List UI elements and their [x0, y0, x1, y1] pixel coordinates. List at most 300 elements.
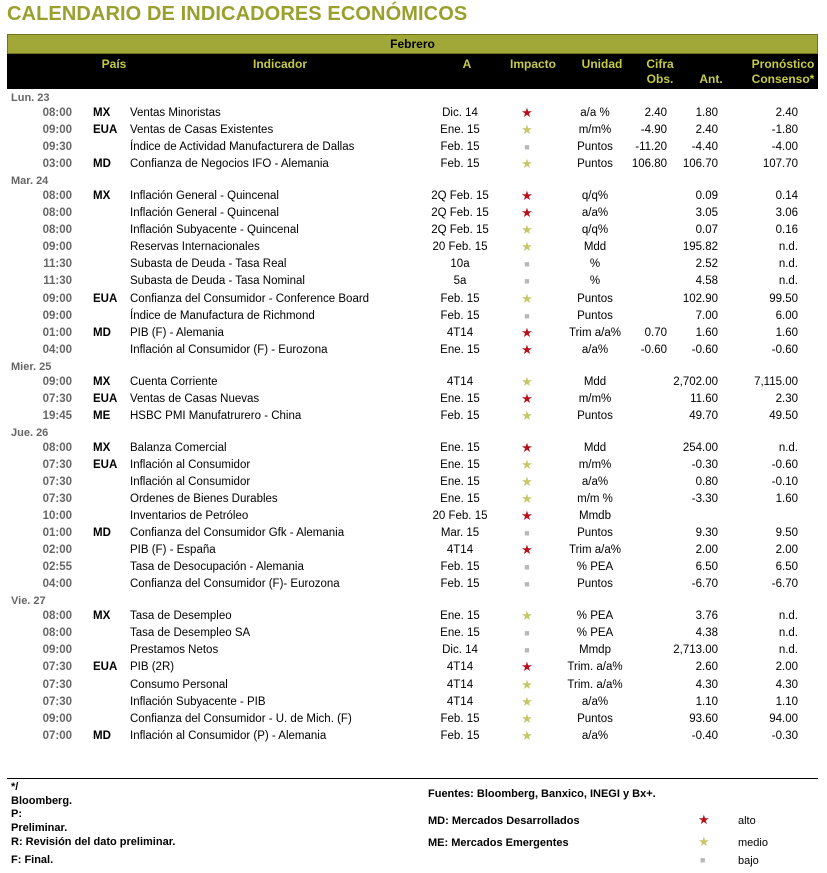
star-icon: ★	[521, 693, 533, 709]
cell-a: Ene. 15	[440, 610, 480, 623]
month-bar	[7, 34, 818, 54]
cell-a: Ene. 15	[440, 392, 480, 405]
fuentes: Fuentes: Bloomberg, Banxico, INEGI y Bx+.	[428, 788, 656, 800]
cell-pro: 0.16	[775, 224, 798, 237]
note-revision: R: Revisión del dato preliminar.	[11, 836, 176, 848]
cell-ant: 2.60	[695, 661, 718, 674]
cell-a: Ene. 15	[440, 124, 480, 137]
cell-ind: Inflación Subyacente - PIB	[130, 695, 266, 708]
cell-a: 2Q Feb. 15	[431, 207, 489, 220]
cell-uni: % PEA	[576, 627, 614, 640]
cell-ant: 2,713.00	[673, 644, 718, 657]
cell-ant: 49.70	[689, 409, 718, 422]
cell-ind: Consumo Personal	[130, 678, 228, 691]
cell-pais: EUA	[93, 661, 118, 674]
note-final: F: Final.	[11, 854, 54, 866]
cell-uni: a/a%	[581, 695, 609, 708]
cell-pro: 3.06	[775, 207, 798, 220]
note-me: ME: Mercados Emergentes	[428, 837, 569, 849]
cell-uni: Mdd	[583, 441, 607, 454]
star-icon: ★	[521, 710, 533, 726]
cell-time: 09:00	[42, 644, 72, 657]
cell-ant: 0.09	[695, 190, 718, 203]
star-icon: ★	[521, 239, 533, 255]
cell-pro: -0.10	[771, 475, 798, 488]
cell-uni: %	[589, 275, 601, 288]
cell-a: Ene. 15	[440, 441, 480, 454]
cell-time: 11:30	[43, 258, 72, 271]
cell-a: Feb. 15	[440, 729, 480, 742]
cell-a: Feb. 15	[440, 292, 480, 305]
cell-a: Feb. 15	[440, 578, 480, 591]
cell-pro: 4.30	[775, 678, 798, 691]
cell-ind: Inflación al Consumidor	[130, 475, 251, 488]
square-icon: ■	[524, 310, 530, 321]
table-row	[0, 325, 827, 341]
cell-pro: 6.50	[775, 561, 798, 574]
cell-a: Ene. 15	[440, 493, 480, 505]
cell-ind: Ordenes de Bienes Durables	[130, 493, 278, 505]
square-icon: ■	[524, 259, 530, 270]
cell-cifra: 106.80	[631, 158, 667, 171]
cell-a: Ene. 15	[440, 458, 480, 471]
cell-a: 4T14	[446, 375, 474, 388]
bottom-divider	[7, 778, 818, 779]
cell-ant: 106.70	[682, 158, 718, 171]
table-row	[0, 694, 827, 710]
legend-medio: medio	[738, 837, 768, 849]
cell-ind: HSBC PMI Manufatrurero - China	[130, 409, 302, 422]
table-row	[0, 559, 827, 575]
cell-ind: Confianza de Negocios IFO - Alemania	[130, 158, 329, 171]
table-row	[0, 408, 827, 424]
table-row	[0, 525, 827, 541]
cell-pro: -0.30	[771, 729, 798, 742]
cell-ind: Confianza del Consumidor (F)- Eurozona	[130, 578, 340, 591]
cell-pro: -6.70	[771, 578, 798, 591]
cell-time: 10:00	[42, 510, 72, 523]
star-icon: ★	[521, 491, 533, 506]
star-icon: ★	[521, 205, 533, 221]
cell-time: 08:00	[42, 627, 72, 640]
star-icon: ★	[521, 473, 533, 489]
cell-ind: Cuenta Corriente	[130, 375, 218, 388]
cell-a: 20 Feb. 15	[432, 241, 488, 254]
cell-ind: Ventas Minoristas	[130, 107, 221, 119]
table-header	[7, 54, 818, 89]
star-icon: ★	[521, 341, 533, 357]
table-row	[0, 342, 827, 358]
cell-pais: MX	[93, 375, 111, 388]
cell-pais: EUA	[93, 292, 118, 305]
cell-time: 07:30	[42, 695, 72, 708]
cell-a: Feb. 15	[440, 561, 480, 574]
header-impacto: Impacto	[509, 57, 556, 71]
cell-ind: PIB (F) - Alemania	[130, 326, 224, 339]
cell-pro: 99.50	[769, 292, 798, 305]
cell-ind: Tasa de Desocupación - Alemania	[130, 561, 304, 574]
star-icon: ★	[521, 324, 533, 340]
header-pais: País	[101, 57, 127, 71]
header-cifra: Cifra	[646, 57, 674, 71]
cell-uni: a/a%	[581, 475, 609, 488]
table-row	[0, 440, 827, 456]
table-row	[0, 608, 827, 624]
cell-a: Ene. 15	[440, 627, 480, 640]
star-icon: ★	[521, 727, 533, 743]
cell-ind: Inflación General - Quincenal	[130, 207, 279, 220]
cell-a: 5a	[453, 275, 467, 288]
cell-uni: Puntos	[577, 578, 613, 591]
cell-time: 09:30	[42, 141, 72, 154]
table-row	[0, 239, 827, 255]
cell-time: 01:00	[42, 326, 72, 339]
cell-ind: Inflación al Consumidor	[130, 458, 251, 471]
cell-a: 2Q Feb. 15	[431, 224, 489, 237]
cell-pro: -0.60	[771, 343, 798, 356]
cell-time: 04:00	[42, 343, 72, 356]
cell-pro: -4.00	[771, 141, 798, 154]
cell-uni: a/a%	[581, 343, 609, 356]
cell-pais: ME	[93, 409, 111, 422]
day-label: Mar. 24	[11, 175, 49, 188]
cell-a: Feb. 15	[440, 309, 480, 322]
cell-ant: 2.00	[695, 544, 718, 557]
star-icon: ★	[521, 373, 533, 389]
cell-ind: Inflación Subyacente - Quincenal	[130, 224, 299, 237]
cell-ant: -0.30	[691, 458, 718, 471]
star-icon: ★	[521, 290, 533, 306]
star-icon: ★	[521, 439, 533, 455]
cell-ant: 4.58	[695, 275, 718, 288]
cell-uni: Puntos	[577, 158, 613, 171]
cell-ant: 3.76	[695, 610, 718, 623]
cell-cifra: -11.20	[635, 141, 667, 154]
cell-a: 4T14	[446, 326, 474, 339]
day-label: Lun. 23	[11, 92, 50, 104]
cell-a: Feb. 15	[440, 158, 480, 171]
table-row	[0, 457, 827, 473]
star-icon: ★	[521, 222, 533, 238]
cell-a: 2Q Feb. 15	[431, 190, 489, 203]
cell-ind: Inflación al Consumidor (P) - Alemania	[130, 729, 327, 742]
cell-ant: 1.60	[695, 326, 718, 339]
cell-pro: 9.50	[775, 527, 798, 540]
cell-ind: Reservas Internacionales	[130, 241, 260, 254]
cell-uni: % PEA	[576, 561, 614, 574]
cell-pro: 0.14	[775, 190, 798, 203]
cell-ant: -0.60	[691, 343, 718, 356]
table-row	[0, 728, 827, 744]
star-icon: ★	[521, 676, 533, 692]
cell-ind: Inflación al Consumidor (F) - Eurozona	[130, 343, 328, 356]
cell-cifra: 0.70	[644, 326, 667, 339]
table-row	[0, 391, 827, 407]
cell-pro: 1.60	[775, 493, 798, 505]
cell-ant: -4.40	[691, 141, 718, 154]
cell-ind: Prestamos Netos	[130, 644, 219, 657]
square-icon: ■	[524, 562, 530, 573]
cell-time: 01:00	[42, 527, 72, 540]
cell-uni: % PEA	[576, 610, 614, 623]
cell-ind: Inflación General - Quincenal	[130, 190, 279, 203]
legend-alto: alto	[738, 815, 756, 827]
header-a: A	[462, 57, 472, 71]
star-icon: ★	[521, 542, 533, 558]
cell-uni: Puntos	[577, 527, 613, 540]
cell-ant: 2.52	[695, 258, 718, 271]
cell-time: 08:00	[42, 107, 72, 119]
cell-ant: 7.00	[695, 309, 718, 322]
cell-ant: 102.90	[682, 292, 718, 305]
square-icon: ■	[524, 628, 530, 639]
cell-time: 02:00	[42, 544, 72, 557]
cell-uni: a/a%	[581, 207, 609, 220]
cell-ind: Índice de Actividad Manufacturera de Dallas	[130, 141, 355, 154]
cell-ant: 6.50	[695, 561, 718, 574]
cell-pais: MX	[93, 441, 111, 454]
cell-time: 04:00	[42, 578, 72, 591]
cell-ant: 4.30	[695, 678, 718, 691]
table-row	[0, 139, 827, 155]
cell-a: Feb. 15	[440, 409, 480, 422]
star-icon: ★	[521, 407, 533, 423]
cell-a: 10a	[450, 258, 470, 271]
star-icon: ★	[521, 122, 533, 138]
cell-pro: n.d.	[778, 441, 798, 454]
cell-time: 19:45	[42, 409, 72, 422]
note-p: P:	[11, 808, 22, 820]
cell-ind: Confianza del Consumidor - U. de Mich. (F)	[130, 712, 352, 725]
cell-time: 11:30	[43, 275, 72, 288]
cell-pais: MX	[93, 107, 111, 119]
cell-a: Mar. 15	[440, 527, 480, 540]
cell-time: 07:30	[42, 678, 72, 691]
cell-ant: -6.70	[691, 578, 718, 591]
table-row	[0, 188, 827, 204]
cell-uni: Puntos	[577, 141, 613, 154]
cell-ant: 11.60	[690, 392, 718, 405]
star-icon: ★	[521, 156, 533, 172]
square-icon: ■	[700, 855, 706, 865]
day-label: Jue. 26	[11, 426, 49, 439]
cell-uni: a/a %	[580, 107, 610, 119]
cell-time: 02:55	[42, 561, 72, 574]
table-row	[0, 105, 827, 121]
header-pronostico: Pronóstico	[751, 57, 815, 71]
cell-pais: MD	[93, 158, 111, 171]
cell-pro: n.d.	[778, 275, 798, 288]
cell-ind: Tasa de Desempleo SA	[130, 627, 251, 640]
square-icon: ■	[524, 142, 530, 153]
cell-cifra: -4.90	[640, 124, 667, 137]
cell-time: 07:30	[42, 661, 72, 674]
page-title: CALENDARIO DE INDICADORES ECONÓMICOS	[7, 3, 468, 25]
cell-ant: 195.82	[682, 241, 718, 254]
cell-ant: 4.38	[695, 627, 718, 640]
cell-ant: 9.30	[695, 527, 718, 540]
cell-time: 09:00	[42, 375, 72, 388]
cell-a: 4T14	[446, 661, 474, 674]
cell-uni: Mdd	[583, 375, 607, 388]
table-row	[0, 205, 827, 221]
cell-time: 09:00	[42, 124, 72, 137]
star-icon: ★	[521, 508, 533, 524]
cell-pro: 1.10	[775, 695, 798, 708]
cell-pro: 2.00	[775, 661, 798, 674]
table-row	[0, 122, 827, 138]
cell-pais: MD	[93, 527, 111, 540]
cell-a: 4T14	[446, 544, 474, 557]
cell-time: 07:00	[42, 729, 72, 742]
cell-ant: 2.40	[695, 124, 718, 137]
cell-uni: q/q%	[581, 190, 609, 203]
table-row	[0, 642, 827, 658]
cell-uni: Puntos	[577, 292, 613, 305]
cell-pro: n.d.	[778, 241, 798, 254]
header-indicador: Indicador	[252, 57, 307, 71]
cell-ind: Subasta de Deuda - Tasa Nominal	[130, 275, 305, 288]
cell-time: 09:00	[42, 241, 72, 254]
cell-ind: Subasta de Deuda - Tasa Real	[130, 258, 287, 271]
table-row	[0, 291, 827, 307]
cell-ind: Confianza del Consumidor - Conference Board	[130, 292, 370, 305]
header-unidad: Unidad	[581, 57, 623, 71]
cell-pro: n.d.	[778, 627, 798, 640]
cell-pais: MD	[93, 326, 111, 339]
cell-pais: MX	[93, 190, 111, 203]
cell-ind: Tasa de Desempleo	[130, 610, 232, 623]
cell-pro: -1.80	[771, 124, 798, 137]
cell-ind: Balanza Comercial	[130, 441, 227, 454]
cell-a: 4T14	[446, 695, 474, 708]
cell-pro: 7,115.00	[754, 375, 798, 388]
cell-ind: Índice de Manufactura de Richmond	[130, 309, 315, 322]
cell-time: 09:00	[42, 309, 72, 322]
note-bloomberg: Bloomberg.	[11, 795, 73, 807]
cell-ind: Confianza del Consumidor Gfk - Alemania	[130, 527, 345, 540]
table-row	[0, 156, 827, 172]
cell-ant: 0.80	[695, 475, 718, 488]
cell-pro: n.d.	[778, 610, 798, 623]
cell-uni: m/m%	[578, 392, 612, 405]
table-row	[0, 474, 827, 490]
cell-cifra: -0.60	[640, 343, 667, 356]
cell-time: 07:30	[42, 475, 72, 488]
table-row	[0, 491, 827, 507]
square-icon: ■	[524, 276, 530, 287]
cell-pro: 107.70	[762, 158, 798, 171]
star-icon: ★	[698, 834, 710, 849]
cell-a: Feb. 15	[440, 141, 480, 154]
cell-pro: 94.00	[769, 712, 798, 725]
cell-ant: 1.10	[695, 695, 718, 708]
cell-a: Dic. 14	[442, 107, 478, 119]
star-icon: ★	[521, 105, 533, 120]
star-icon: ★	[521, 188, 533, 204]
table-row	[0, 576, 827, 592]
cell-uni: Puntos	[577, 309, 613, 322]
cell-pais: EUA	[93, 392, 118, 405]
table-row	[0, 625, 827, 641]
table-row	[0, 308, 827, 324]
star-icon: ★	[521, 608, 533, 624]
cell-uni: Puntos	[577, 409, 613, 422]
cell-ant: -0.40	[691, 729, 718, 742]
cell-ant: 0.07	[695, 224, 718, 237]
cell-a: Dic. 14	[442, 644, 478, 657]
cell-uni: Mdd	[583, 241, 607, 254]
cell-ant: 1.80	[695, 107, 718, 119]
table-row	[0, 256, 827, 272]
cell-time: 09:00	[42, 712, 72, 725]
square-icon: ■	[524, 528, 530, 539]
note-preliminar: Preliminar.	[11, 822, 68, 834]
cell-time: 03:00	[42, 158, 72, 171]
cell-ind: PIB (F) - España	[130, 544, 216, 557]
star-icon: ★	[521, 659, 533, 675]
cell-uni: m/m%	[578, 458, 612, 471]
header-ant: Ant.	[699, 72, 723, 86]
cell-ant: 2,702.00	[673, 375, 718, 388]
cell-pais: MX	[93, 610, 111, 623]
cell-pro: n.d.	[778, 644, 798, 657]
cell-ind: Ventas de Casas Nuevas	[130, 392, 260, 405]
cell-a: 20 Feb. 15	[432, 510, 488, 523]
table-row	[0, 542, 827, 558]
cell-time: 08:00	[42, 207, 72, 220]
cell-uni: Trim a/a%	[569, 326, 621, 339]
cell-ind: PIB (2R)	[130, 661, 175, 674]
cell-uni: m/m%	[578, 124, 612, 137]
cell-uni: %	[589, 258, 601, 271]
header-obs: Obs.	[646, 72, 674, 86]
cell-a: Ene. 15	[440, 343, 480, 356]
cell-pro: n.d.	[778, 258, 798, 271]
cell-ant: 3.05	[695, 207, 718, 220]
star-icon: ★	[521, 390, 533, 406]
table-row	[0, 711, 827, 727]
cell-uni: Mmdb	[579, 510, 611, 523]
cell-a: Feb. 15	[440, 712, 480, 725]
cell-ant: 254.00	[682, 441, 718, 454]
cell-pais: EUA	[93, 124, 118, 137]
table-row	[0, 659, 827, 675]
cell-time: 08:00	[42, 610, 72, 623]
cell-uni: Puntos	[577, 712, 613, 725]
square-icon: ■	[524, 579, 530, 590]
cell-pro: 6.00	[775, 309, 798, 322]
cell-ind: Ventas de Casas Existentes	[130, 124, 274, 137]
cell-pro: 2.40	[775, 107, 798, 119]
cell-time: 08:00	[42, 441, 72, 454]
star-icon: ★	[698, 812, 710, 827]
cell-uni: m/m %	[577, 493, 613, 505]
cell-pais: MD	[93, 729, 111, 742]
cell-uni: Trim. a/a%	[567, 661, 623, 674]
table-row	[0, 273, 827, 289]
cell-time: 08:00	[42, 190, 72, 203]
cell-pro: 1.60	[775, 326, 798, 339]
cell-pais: EUA	[93, 458, 118, 471]
note-md: MD: Mercados Desarrollados	[428, 815, 580, 827]
cell-pro: -0.60	[771, 458, 798, 471]
cell-cifra: 2.40	[644, 107, 667, 119]
cell-ant: -3.30	[691, 493, 718, 505]
cell-uni: q/q%	[581, 224, 609, 237]
cell-pro: 2.30	[775, 392, 798, 405]
cell-time: 09:00	[42, 292, 72, 305]
